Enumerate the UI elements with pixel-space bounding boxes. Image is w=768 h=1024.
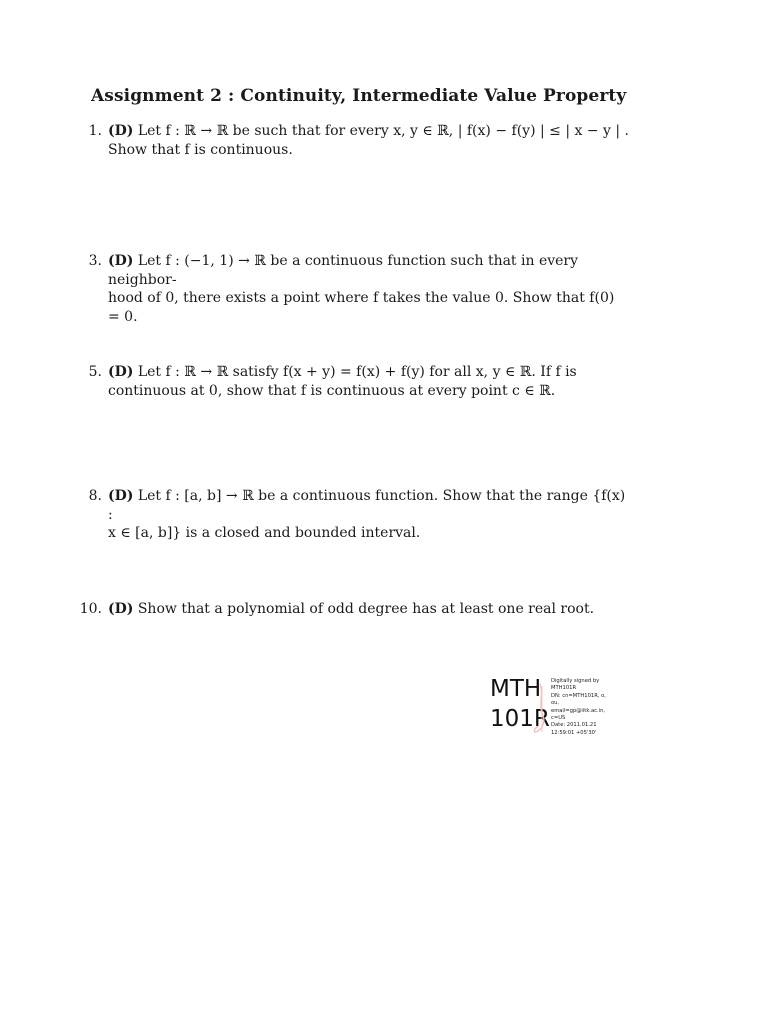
problem-line bbox=[108, 487, 630, 524]
problem-body bbox=[108, 487, 630, 543]
difficulty-tag: (D) bbox=[108, 601, 134, 617]
problem-10 bbox=[78, 600, 630, 619]
problem-body bbox=[108, 600, 630, 619]
page-title: Assignment 2 : Continuity, Intermediate Value Property bbox=[91, 86, 627, 106]
signature-detail-line: ou, bbox=[551, 700, 560, 707]
problem-number: 5. bbox=[88, 364, 102, 380]
problem-3 bbox=[78, 252, 630, 326]
problem-line bbox=[108, 363, 630, 382]
signature-detail-line: c=US bbox=[551, 715, 566, 722]
problem-number: 8. bbox=[88, 488, 102, 504]
problem-number: 1. bbox=[88, 123, 102, 139]
difficulty-tag: (D) bbox=[108, 364, 134, 380]
problem-8 bbox=[78, 487, 630, 543]
problem-text: Let f : ℝ → ℝ satisfy f(x + y) = f(x) + f(y) for all x, y ∈ ℝ. If f is bbox=[137, 364, 577, 380]
problem-text: Show that a polynomial of odd degree has at least one real root. bbox=[137, 601, 595, 617]
signature-detail-line: Date: 2011.01.21 bbox=[551, 722, 597, 729]
signature-details bbox=[551, 678, 606, 737]
problem-5 bbox=[78, 363, 630, 400]
difficulty-tag: (D) bbox=[108, 123, 134, 139]
problem-text: Let f : ℝ → ℝ be such that for every x, y ∈ ℝ, | f(x) − f(y) | ≤ | x − y | . bbox=[137, 123, 629, 139]
problem-body bbox=[108, 363, 630, 400]
signature-detail-line: 12:59:01 +05'30' bbox=[551, 729, 597, 736]
problem-number: 10. bbox=[79, 601, 102, 617]
problem-text: Let f : (−1, 1) → ℝ be a continuous function such that in every neighbor- bbox=[108, 253, 579, 288]
signature-name-line2: 101R bbox=[490, 706, 550, 732]
problem-text: x ∈ [a, b]} is a closed and bounded interval. bbox=[108, 525, 421, 541]
problem-text: Let f : [a, b] → ℝ be a continuous function. Show that the range {f(x) : bbox=[108, 488, 626, 523]
problem-text: hood of 0, there exists a point where f takes the value 0. Show that f(0) = 0. bbox=[108, 290, 615, 325]
problem-text: continuous at 0, show that f is continuous at every point c ∈ ℝ. bbox=[108, 382, 556, 399]
signature-detail-line: Digitally signed by bbox=[551, 678, 600, 684]
signature-name-line1: MTH bbox=[490, 676, 542, 702]
problem-number: 3. bbox=[88, 253, 102, 269]
problem-line bbox=[108, 122, 630, 141]
signature-detail-line: DN: cn=MTH101R, o, bbox=[551, 692, 606, 699]
problem-line bbox=[108, 600, 630, 619]
problem-text: Show that f is continuous. bbox=[108, 141, 293, 158]
problem-line bbox=[108, 252, 630, 289]
digital-signature bbox=[490, 676, 620, 736]
problem-1 bbox=[78, 122, 630, 159]
signature-detail-line: MTH101R bbox=[551, 685, 577, 692]
problem-body bbox=[108, 122, 630, 159]
signature-detail-line: email=gp@iitk.ac.in, bbox=[551, 707, 606, 714]
difficulty-tag: (D) bbox=[108, 253, 134, 269]
difficulty-tag: (D) bbox=[108, 488, 134, 504]
problem-body bbox=[108, 252, 630, 326]
